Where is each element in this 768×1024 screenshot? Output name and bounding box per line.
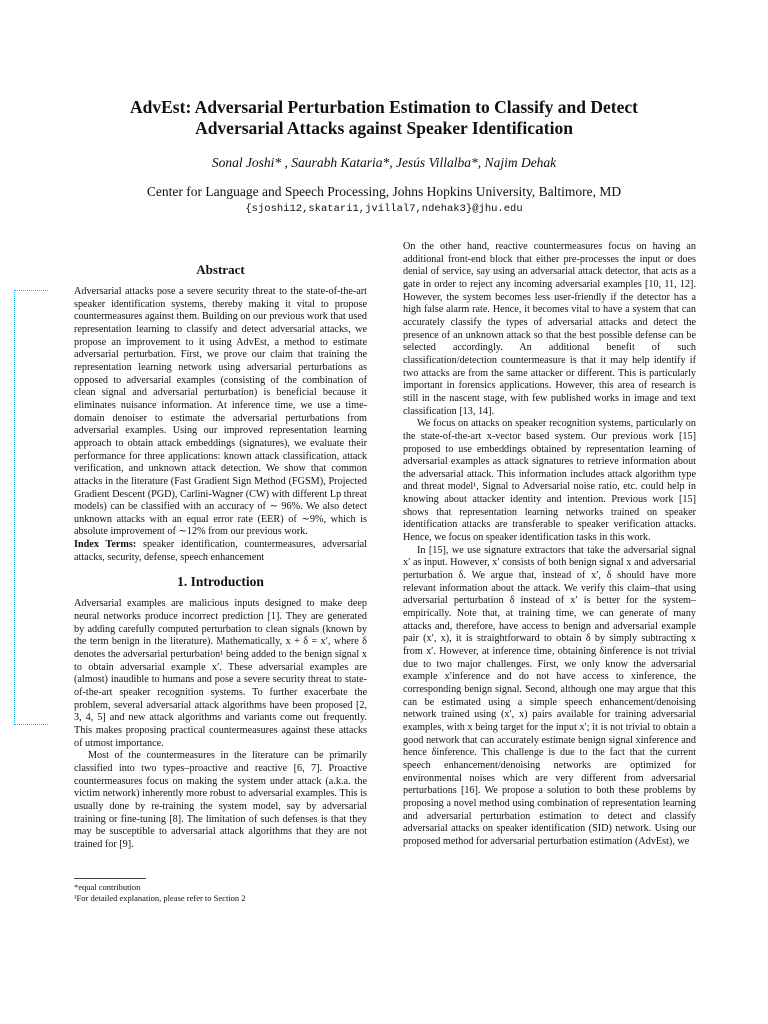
intro-paragraph-1: Adversarial examples are malicious inputs designed to make deep neural networks produce incorrect prediction [1]. They are generated by adding carefully computed perturbation to clean signals (known by the term benign in the literature). Mathematically, x + δ = x′, where δ denotes the adversarial perturbation¹ being added to the benign signal x to obtain adversarial example x′. These adversarial examples are (almost) inaudible to humans and pose a severe security threat to state-of-the-art speaker recognition systems. To further exacerbate the problem, several adversarial attack algorithms have been proposed [2, 3, 4, 5] and new attack algorithms and variants come out frequently. This makes proposing practical countermeasures against these attacks of utmost importance. [74, 598, 367, 749]
authors: Sonal Joshi* , Saurabh Kataria*, Jesús Villalba*, Najim Dehak [211, 155, 557, 170]
footnotes [74, 878, 367, 904]
footnote-2: ¹For detailed explanation, please refer to Section 2 [74, 893, 246, 903]
right-column [403, 241, 696, 849]
intro-paragraph-2: Most of the countermeasures in the literature can be primarily classified into two types–proactive and reactive [6, 7]. Proactive countermeasures focus on making the system under attack (a.k.a. the victim network) inherently more robust to adversarial examples. This is usually done by re-training the system model, say by adversarial training or fine-tuning [8]. The limitation of such defenses is that they may be susceptible to adversarial attack algorithms that they are not trained for [9]. [74, 750, 367, 850]
affiliation: Center for Language and Speech Processing, Johns Hopkins University, Baltimore, MD [146, 184, 622, 199]
left-column [74, 262, 367, 852]
right-paragraph-2: We focus on attacks on speaker recognition systems, particularly on the state-of-the-art x-vector based system. Our previous work [15] proposed to use embeddings obtained by representation learning of adversarial examples as attack signatures to retrieve information about the adversarial attack. This information includes attack algorithm type and threat model¹, Signal to Adversarial noise ratio, etc. could help in knowing about attacker identity and intention. Previous work [15] shows that representation learning networks trained on speaker identification attacks are transferable to speaker verification attacks. Hence, we focus on speaker identification tasks in this work. [403, 418, 696, 544]
index-terms [74, 539, 367, 564]
title-line-1: AdvEst: Adversarial Perturbation Estimation to Classify and Detect [130, 97, 638, 117]
index-terms-text: speaker identification, countermeasures, adversarial attacks, security, defense, speech enhancement [74, 539, 368, 563]
abstract-heading: Abstract [196, 262, 245, 277]
title-line-2: Adversarial Attacks against Speaker Identification [195, 118, 573, 138]
abstract-text: Adversarial attacks pose a severe security threat to the state-of-the-art speaker identification systems, thereby making it vital to propose countermeasures against them. Building on our previous work that used representation learning to classify and detect adversarial attacks, we propose an improvement to it using AdvEst, a method to estimate adversarial perturbation. First, we prove our claim that training the representation learning network using adversarial perturbations as opposed to adversarial examples (consisting of the combination of clean signal and adversarial perturbation) is beneficial because it eliminates nuisance information. At inference time, we use a time-domain denoiser to estimate the adversarial perturbations from adversarial examples. Using our improved representation learning approach to obtain attack embeddings (signatures), we evaluate their performance for three applications: known attack classification, attack verification, and unknown attack detection. We show that common attacks in the literature (Fast Gradient Sign Method (FGSM), Projected Gradient Descent (PGD), Carlini-Wagner (CW) with different Lp threat models) can be classified with an accuracy of ∼ 96%. We also detect unknown attacks with an equal error rate (EER) of ∼9%, which is absolute improvement of ∼12% from our previous work. [74, 286, 367, 538]
right-paragraph-3: In [15], we use signature extractors that take the adversarial signal x′ as input. However, x′ consists of both benign signal x and adversarial perturbation δ. We argue that, instead of x′, δ should have more relevant information about the attack. We verify this claim–that using adversarial perturbation δ instead of x′ is better for the system–empirically. Note that, at training time, we can generate of many attacks and, therefore, have access to benign and adversarial example pair (x′, x), it is straightforward to obtain δ by simply subtracting x from x′. However, at inference time, obtaining δinference is not trivial due to two major challenges. First, we only know the adversarial example x′inference and do not have access to xinference, the corresponding benign signal. Second, although one may argue that this can be estimated using a simple speech enhancement/denoising network trained using (x′, x) pairs available for training adversarial examples, with x being target for the input x′; it is not trivial to obtain a good network that can accurately estimate benign signal xinference and hence δinference. This challenge is due to the fact that the current speech enhancement/denoising networks are optimized for environmental noises which are very different from adversarial perturbations [16]. We propose a solution to both these problems by proposing a novel method using combination of representation learning and adversarial perturbation estimation to detect and classify adversarial attacks on speaker identification (SID) network. Using our proposed method for adversarial perturbation estimation (AdvEst), we [403, 544, 696, 847]
author-emails: {sjoshi12,skatari1,jvillal7,ndehak3}@jhu.edu [245, 203, 523, 215]
right-paragraph-1: On the other hand, reactive countermeasures focus on having an additional front-end block that either pre-processes the input or does denial of service, say using an adversarial attack detector, that acts as a gate in order to reject any incoming adversarial examples [10, 11, 12]. However, the system becomes less user-friendly if the detector has a high false alarm rate. Hence, it becomes vital to have a system that can accurately classify the types of adversarial attacks and detect the presence of an unknown attack so that the best possible defense can be selected accordingly. An additional benefit of such classification/detection countermeasure is that it may help identify if two attacks are from the same attacker or different. This is particularly important in forensics applications. However, this area of research is still in the nascent stage, with few published works in image and text classification [13, 14]. [403, 241, 696, 417]
footnote-1: *equal contribution [74, 882, 141, 892]
intro-heading: 1. Introduction [177, 574, 264, 590]
footnote-rule [74, 878, 146, 879]
margin-selection-marker [14, 290, 48, 725]
paper-title [0, 97, 768, 139]
index-terms-label: Index Terms: [74, 539, 137, 551]
